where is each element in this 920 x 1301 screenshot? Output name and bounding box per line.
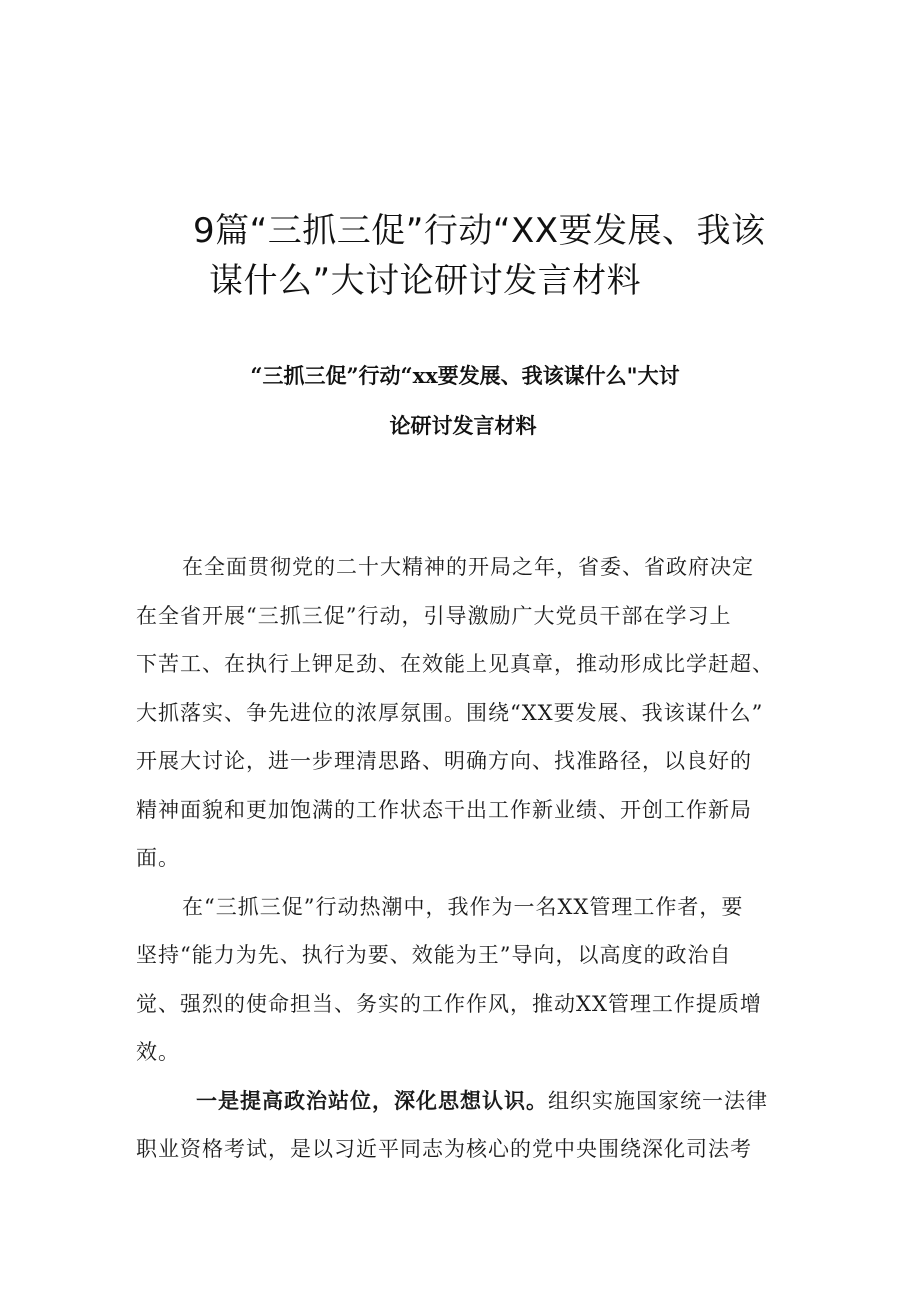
- paragraph-line: 坚持“能力为先、执行为要、效能为王”导向，以高度的政治自: [136, 943, 732, 967]
- subtitle-line-2: 论研讨发言材料: [389, 413, 537, 438]
- paragraph-line: 效。: [136, 1040, 180, 1064]
- paragraph-line: 下苦工、在执行上钾足劲、在效能上见真章，推动形成比学赶超、: [136, 652, 774, 676]
- paragraph-line: [136, 1084, 796, 1133]
- paragraph-line: 大抓落实、争先进位的浓厚氛围。围绕“XX要发展、我该谋什么”: [136, 700, 764, 725]
- paragraph-line: 职业资格考试，是以习近平同志为核心的党中央围绕深化司法考: [136, 1137, 752, 1161]
- subtitle-line-1: “三抓三促”行动“xx要发展、我该谋什么"大讨: [250, 363, 680, 388]
- paragraph-line: 在“三抓三促”行动热潮中，我作为一名XX管理工作者，要: [182, 894, 744, 919]
- paragraph-2: [136, 890, 796, 1084]
- paragraph-line: 精神面貌和更加饱满的工作状态干出工作新业绩、开创工作新局: [136, 797, 752, 822]
- paragraph-line: 面。: [136, 846, 180, 870]
- paragraph-line: 在全面贯彻党的二十大精神的开局之年，省委、省政府决定: [182, 555, 754, 579]
- paragraph-1: [136, 550, 796, 890]
- title-line-2: 谋什么”大讨论研讨发言材料: [209, 261, 642, 301]
- paragraph-line: 开展大讨论，进一步理清思路、明确方向、找准路径，以良好的: [136, 749, 752, 773]
- document-body: [136, 550, 796, 1181]
- title-line-1: 9篇“三抓三促”行动“XX要发展、我该: [193, 211, 766, 251]
- document-title: [193, 206, 813, 306]
- paragraph-line: 在全省开展“三抓三促”行动，引导激励广大党员干部在学习上: [136, 603, 732, 628]
- lead-text: 组织实施国家统一法律: [548, 1088, 768, 1113]
- paragraph-3: [136, 1084, 796, 1181]
- paragraph-line: 觉、强烈的使命担当、务实的工作作风，推动XX管理工作提质增: [136, 991, 762, 1016]
- lead-heading: 一是提高政治站位，深化思想认识。: [196, 1087, 548, 1113]
